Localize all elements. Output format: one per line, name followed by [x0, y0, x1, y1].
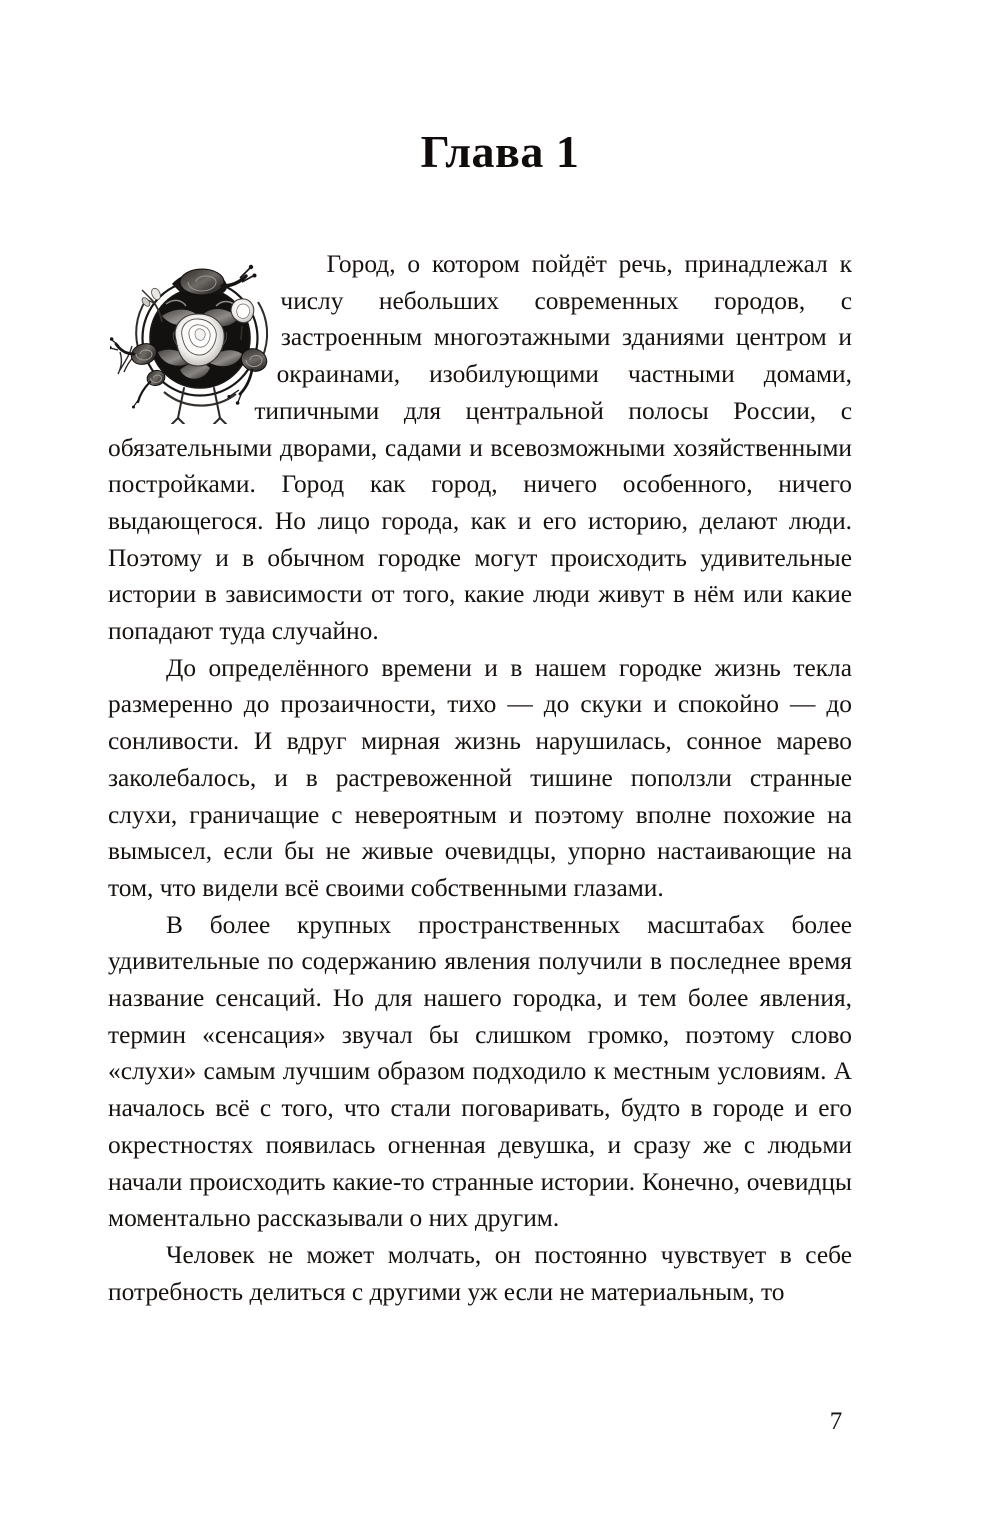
snail-top: [172, 265, 257, 295]
page-number: [0, 1408, 1000, 1436]
rose-and-snails-vignette-icon: [124, 248, 272, 416]
paragraph: До определённого времени и в нашем городке жизнь текла размеренно до прозаичности, тихо — до скуки и спокойно — до сонливости. И вдруг мирная жизнь нарушилась, сонное марево заколебалось, и в растревоженной тишине поползли странные слухи, граничащие с невероятным и поэтому вполне похожие на вымысел, если бы не живые очевидцы, упорно настаивающие на том, что видели всё своими собственными глазами.: [108, 653, 852, 902]
paragraph: Город, о котором пойдёт речь, принадлежал к числу небольших современных городов, с застроенным многоэтажными зданиями центром и окраинами, изобилующими частными домами, типичными для центральной полосы России, с обязательными дворами, садами и всевозможными хозяйственными постройками. Город как город, ничего особенного, ничего выдающегося. Но лицо города, как и его историю, делают люди. Поэтому и в обычном городке могут происходить удивительные истории в зависимости от того, какие люди живут в нём или какие попадают туда случайно.: [108, 250, 852, 646]
paragraph: Человек не может молчать, он постоянно чувствует в себе потребность делиться с другими уж если не материальным, то: [108, 1240, 852, 1306]
paragraph: В более крупных пространственных масштабах более удивительные по содержанию явления получили в последнее время название сенсаций. Но для нашего городка, и тем более явления, термин «сенсация» звучал бы слишком громко, поэтому слово «слухи» самым лучшим образом подходило к местным условиям. А началось всё с того, что стали поговаривать, будто в городе и его окрестностях появилась огненная девушка, и сразу же с людьми начали происходить какие-то странные истории. Конечно, очевидцы моментально рассказывали о них другим.: [108, 910, 852, 1233]
snail-bottom: [132, 368, 167, 408]
page-title: Глава 1: [420, 126, 580, 177]
page-number-value: 7: [829, 1408, 843, 1435]
body-text: [108, 246, 852, 1310]
